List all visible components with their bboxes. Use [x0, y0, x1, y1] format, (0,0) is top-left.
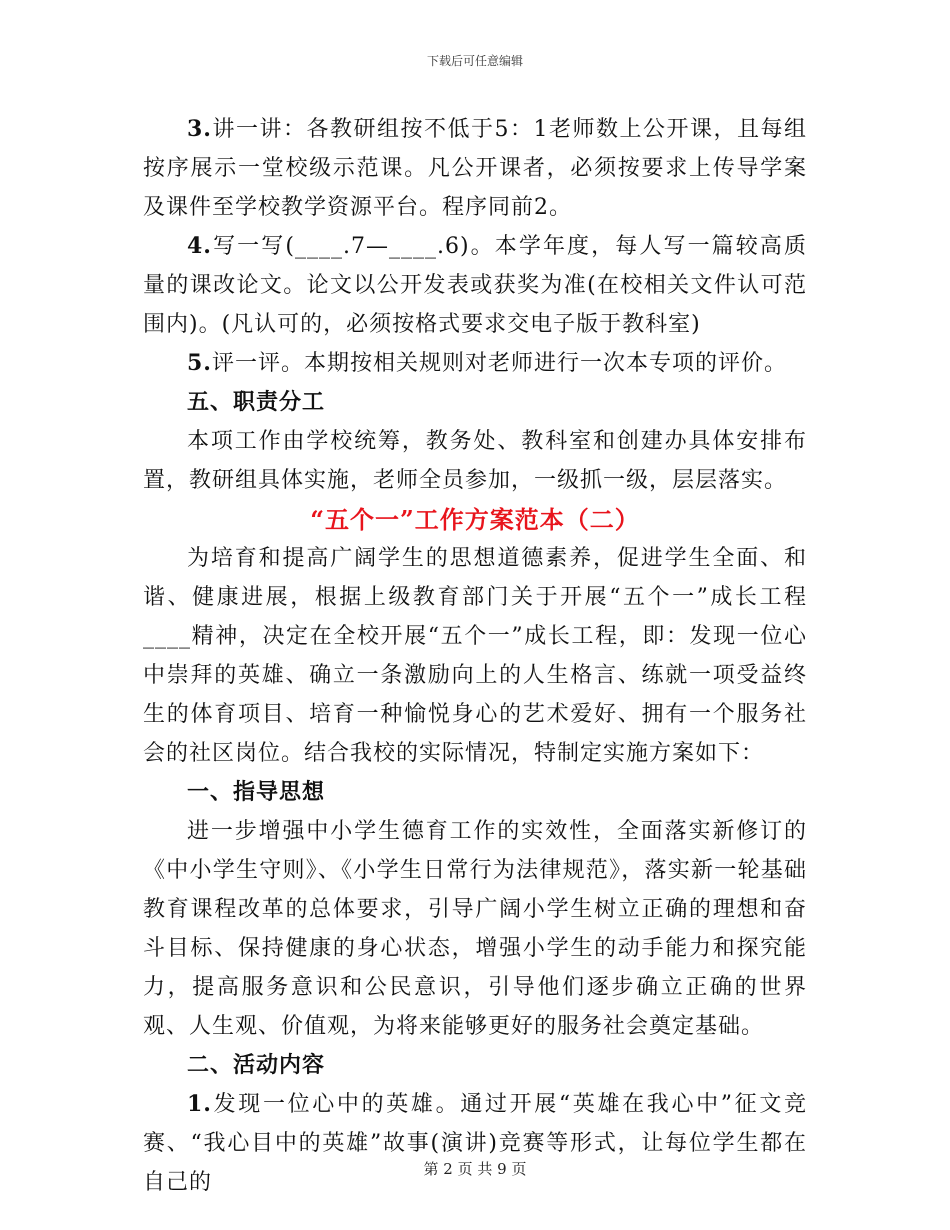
page-header: 下载后可任意编辑 [426, 54, 523, 68]
list-item-5 [143, 344, 807, 383]
item-text: 讲一讲：各教研组按不低于5：1老师数上公开课，且每组按序展示一堂校级示范课。凡公开课者，必须按要求上传导学案及课件至学校教学资源平台。程序同前2。 [143, 117, 807, 220]
document-body [143, 110, 807, 1202]
list-item-1 [143, 1085, 807, 1202]
document-title: “五个一”工作方案范本（二） [310, 505, 640, 534]
item-text: 写一写(____.7—____.6)。本学年度，每人写一篇较高质量的课改论文。论文以公开发表或获奖为准(在校相关文件认可范围内)。(凡认可的，必须按格式要求交电子版于教科室) [143, 234, 807, 337]
item-text: 发现一位心中的英雄。通过开展“英雄在我心中”征文竞赛、“我心目中的英雄”故事(演讲)竞赛等形式，让每位学生都在自己的 [143, 1092, 807, 1195]
page-footer: 第 2 页 共 9 页 [423, 1160, 527, 1178]
paragraph-guiding-ideology: 进一步增强中小学生德育工作的实效性，全面落实新修订的《中小学生守则》、《小学生日常行为法律规范》，落实新一轮基础教育课程改革的总体要求，引导广阔小学生树立正确的理想和奋斗目标、保持健康的身心状态，增强小学生的动手能力和探究能力，提高服务意识和公民意识，引导他们逐步确立正确的世界观、人生观、价值观，为将来能够更好的服务社会奠定基础。 [143, 819, 807, 1039]
paragraph-intro: 为培育和提高广阔学生的思想道德素养，促进学生全面、和谐、健康进展，根据上级教育部门关于开展“五个一”成长工程____精神，决定在全校开展“五个一”成长工程，即：发现一位心中崇拜的英雄、确立一条激励向上的人生格言、练就一项受益终生的体育项目、培育一种愉悦身心的艺术爱好、拥有一个服务社会的社区岗位。结合我校的实际情况，特制定实施方案如下： [143, 546, 807, 766]
item-text: 评一评。本期按相关规则对老师进行一次本专项的评价。 [211, 351, 787, 376]
section-heading-duties: 五、职责分工 [187, 389, 326, 415]
item-number: 1. [187, 1091, 212, 1117]
item-number: 4. [187, 233, 212, 259]
paragraph-duties: 本项工作由学校统筹，教务处、教科室和创建办具体安排布置，教研组具体实施，老师全员参加，一级抓一级，层层落实。 [143, 429, 807, 493]
section-heading-activities: 二、活动内容 [187, 1052, 326, 1078]
list-item-3 [143, 110, 807, 227]
list-item-4 [143, 227, 807, 344]
item-number: 3. [187, 116, 212, 142]
section-heading-guiding-ideology: 一、指导思想 [187, 779, 326, 805]
item-number: 5. [187, 350, 212, 376]
